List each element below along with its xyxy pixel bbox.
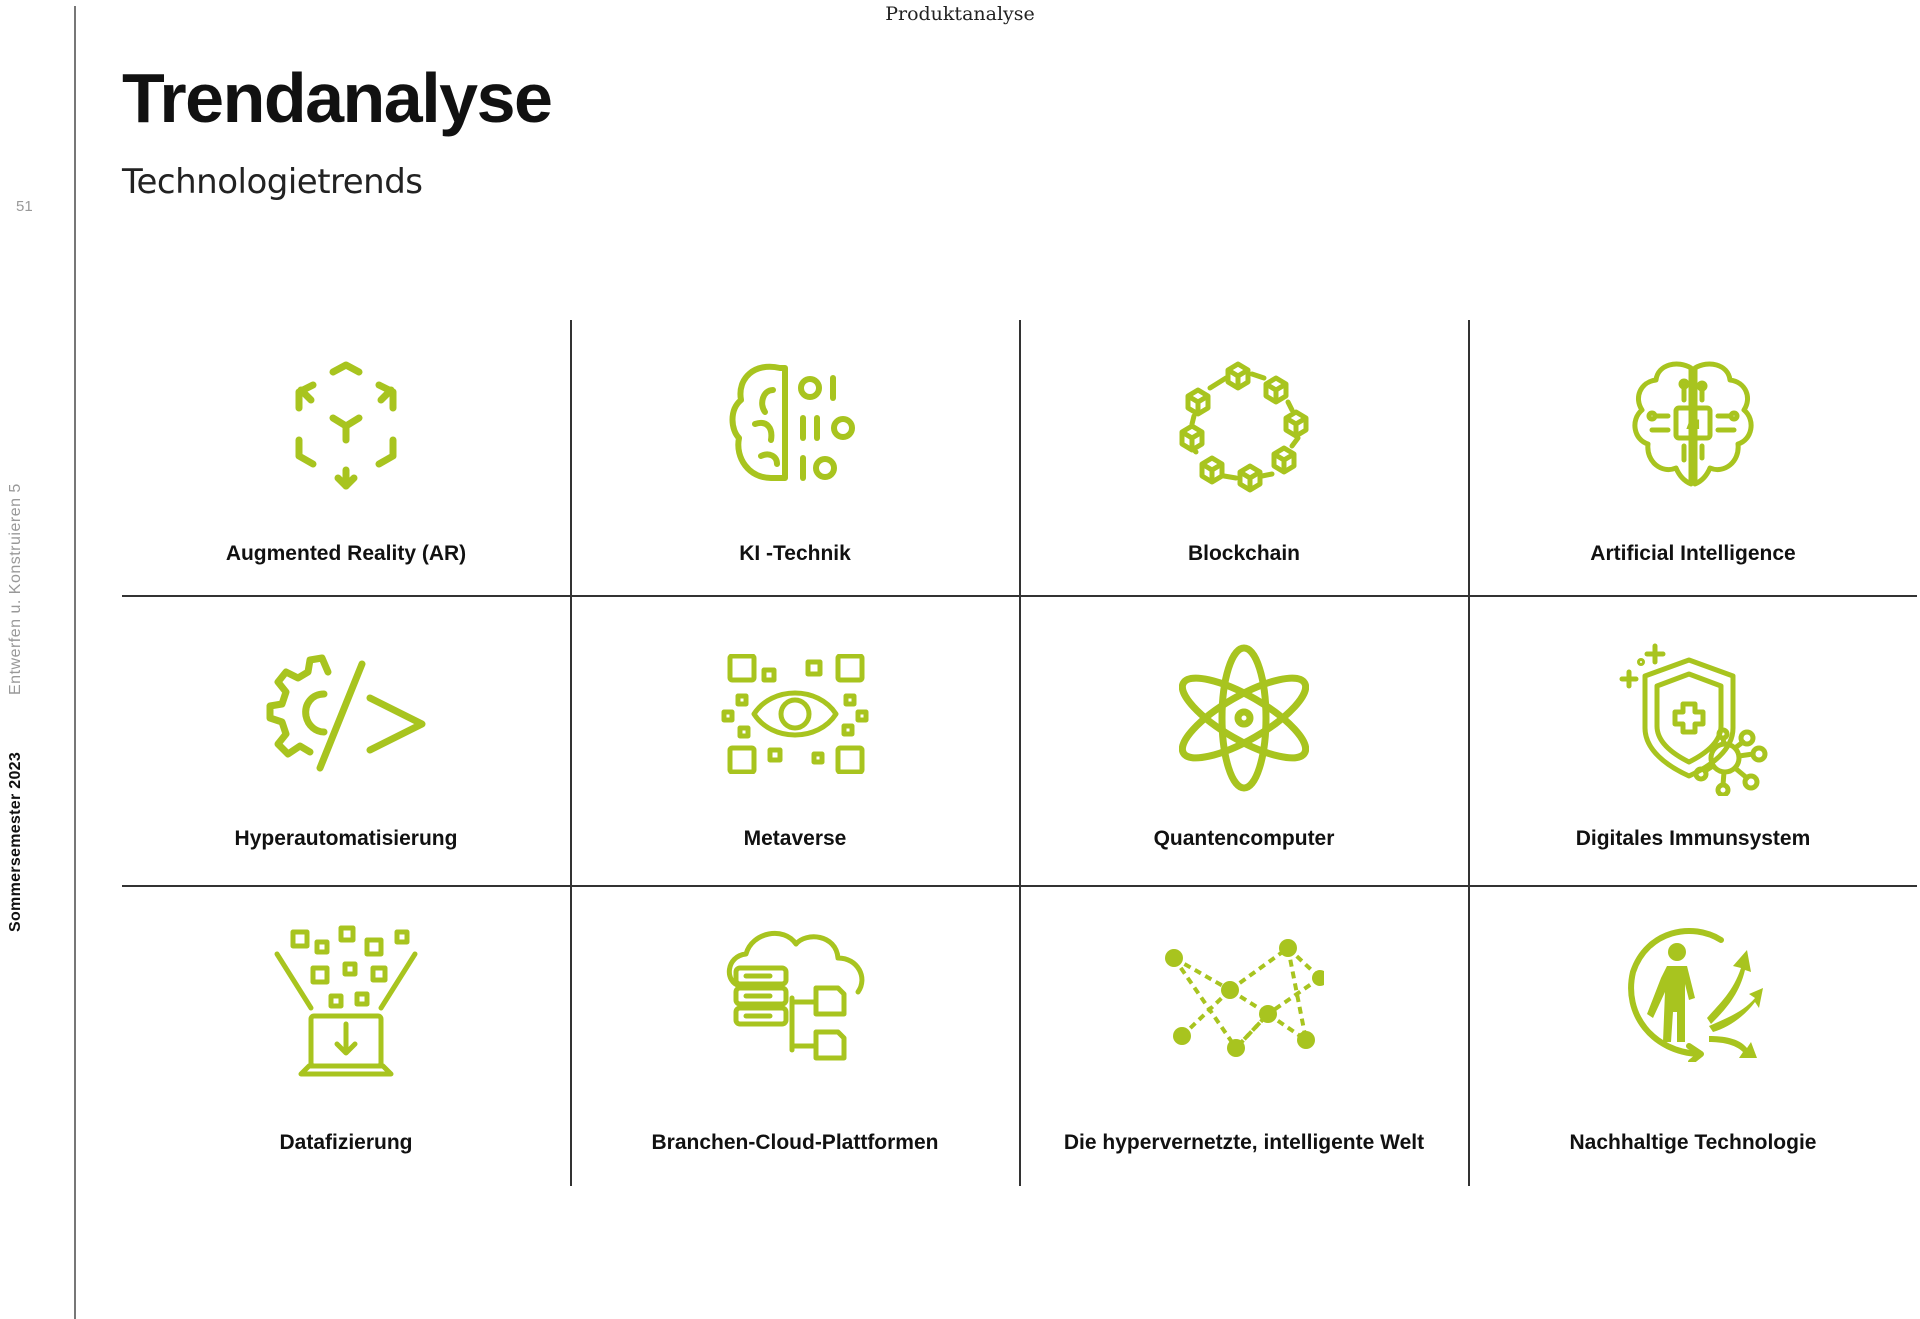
trend-label: Metaverse (743, 827, 847, 850)
trend-cell-immune (1469, 596, 1917, 885)
trend-cell-metaverse (571, 596, 1019, 885)
trend-cell-datafication (122, 886, 570, 1186)
semester-label: Sommersemester 2023 (7, 751, 24, 932)
network-nodes-icon (1164, 938, 1324, 1058)
eye-pixels-icon (720, 654, 870, 774)
trend-label: Die hypervernetzte, intelligente Welt (1063, 1131, 1425, 1154)
trend-label: KI -Technik (739, 542, 851, 565)
trend-label: Datafizierung (279, 1131, 413, 1154)
trend-cell-ai (1469, 320, 1917, 595)
trend-label: Hyperautomatisierung (234, 827, 458, 850)
trend-label: Blockchain (1187, 542, 1301, 565)
ai-chip-text: AI (1686, 416, 1700, 432)
section-header: Produktanalyse (885, 3, 1035, 25)
trend-cell-quantum (1020, 596, 1468, 885)
trend-cell-cloud (571, 886, 1019, 1186)
shield-virus-icon (1613, 642, 1773, 796)
page-title: Trendanalyse (122, 59, 552, 137)
trend-label: Nachhaltige Technologie (1569, 1131, 1817, 1154)
ai-brain-chip-icon (1628, 358, 1758, 492)
trend-cell-blockchain (1020, 320, 1468, 595)
trend-cell-ki (571, 320, 1019, 595)
trend-cell-sustainable (1469, 886, 1917, 1186)
trend-label: Artificial Intelligence (1590, 542, 1796, 565)
trend-cell-network (1020, 886, 1468, 1186)
trend-cell-hyperautomation (122, 596, 570, 885)
blockchain-cubes-icon (1174, 356, 1314, 496)
recycle-person-icon (1623, 922, 1763, 1062)
trend-label: Digitales Immunsystem (1575, 827, 1811, 850)
cloud-server-icon (720, 926, 870, 1066)
brain-binary-icon (725, 360, 865, 490)
page-subtitle: Technologietrends (122, 162, 423, 202)
trend-cell-ar (122, 320, 570, 595)
course-label: Entwerfen u. Konstruieren 5 (7, 483, 24, 695)
trend-label: Augmented Reality (AR) (225, 542, 467, 565)
trend-label: Branchen-Cloud-Plattformen (651, 1131, 939, 1154)
laptop-data-icon (271, 924, 421, 1080)
gear-code-icon (266, 654, 426, 774)
sidebar-rule (74, 6, 76, 1319)
trend-grid (122, 320, 1917, 1186)
atom-icon (1179, 644, 1309, 792)
page-number: 51 (16, 198, 33, 215)
trend-label: Quantencomputer (1153, 827, 1335, 850)
ar-cube-icon (281, 360, 411, 490)
